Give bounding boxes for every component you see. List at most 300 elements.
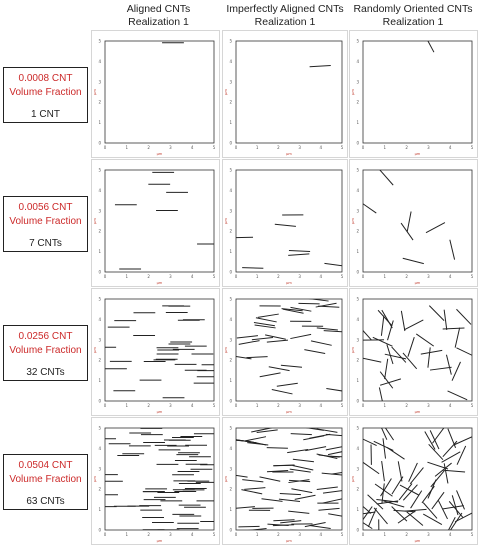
- x-tick-label: 5: [212, 274, 216, 279]
- cnt-segment: [443, 470, 465, 472]
- y-tick-label: 4: [356, 445, 359, 451]
- cnt-count: 32 CNTs: [26, 367, 65, 378]
- cnt-segment: [456, 309, 471, 324]
- cnt-segment: [260, 373, 281, 377]
- cnt-segment: [359, 201, 376, 213]
- cnt-segment: [242, 480, 263, 482]
- plot-frame: [236, 299, 342, 401]
- x-axis-label: μm: [414, 281, 421, 285]
- x-tick-label: 4: [190, 532, 194, 537]
- x-tick-label: 3: [298, 145, 301, 150]
- cnt-plot: [350, 418, 479, 546]
- cnt-segment: [382, 423, 394, 440]
- x-tick-label: 1: [125, 274, 129, 279]
- cnt-segment: [421, 350, 442, 354]
- y-tick-label: 4: [356, 187, 359, 193]
- cnt-segment: [429, 306, 444, 321]
- y-tick-label: 1: [356, 507, 359, 513]
- cnt-segment: [423, 514, 442, 525]
- y-tick-label: 2: [98, 99, 101, 105]
- y-tick-label: 0: [98, 140, 101, 146]
- y-tick-label: 0: [356, 269, 359, 275]
- cnt-segment: [404, 320, 423, 330]
- x-axis-label: μm: [156, 152, 163, 156]
- plot-frame: [105, 41, 214, 143]
- cnt-segment: [432, 426, 444, 443]
- x-tick-label: 3: [169, 274, 172, 279]
- x-tick-label: 4: [448, 274, 452, 279]
- row-label-4: [3, 454, 88, 510]
- y-tick-label: 1: [229, 249, 232, 255]
- cnt-segment: [326, 389, 347, 392]
- x-axis-label: μm: [286, 281, 292, 285]
- x-tick-label: 1: [383, 403, 387, 408]
- cnt-segment: [318, 508, 339, 510]
- cnt-segment: [432, 492, 444, 509]
- y-axis-label: μm: [93, 89, 97, 95]
- y-axis-label: μm: [351, 476, 355, 482]
- plot-frame: [105, 170, 214, 272]
- y-tick-label: 1: [356, 378, 359, 384]
- plot-panel-aligned-row2: [91, 159, 220, 287]
- cnt-segment: [448, 429, 456, 448]
- cnt-segment: [303, 427, 324, 430]
- y-tick-label: 4: [229, 445, 232, 451]
- y-tick-label: 1: [98, 507, 101, 513]
- cnt-segment: [407, 212, 411, 232]
- cnt-plot: [92, 160, 221, 288]
- cnt-segment: [277, 383, 298, 386]
- cnt-segment: [354, 512, 376, 515]
- cnt-segment: [246, 357, 267, 358]
- x-tick-label: 1: [255, 403, 259, 408]
- cnt-segment: [416, 334, 433, 346]
- cnt-segment: [245, 437, 266, 441]
- y-tick-label: 4: [98, 58, 101, 64]
- cnt-segment: [323, 499, 344, 503]
- cnt-group: [359, 169, 455, 263]
- x-tick-label: 2: [405, 145, 408, 150]
- x-tick-label: 4: [190, 274, 194, 279]
- y-tick-label: 1: [98, 378, 101, 384]
- cnt-segment: [409, 463, 418, 482]
- cnt-segment: [290, 334, 311, 338]
- y-tick-label: 5: [229, 425, 232, 431]
- x-tick-label: 4: [319, 274, 323, 279]
- x-tick-label: 2: [147, 274, 150, 279]
- cnt-segment: [242, 268, 263, 269]
- cnt-segment: [291, 434, 312, 435]
- cnt-segment: [380, 379, 401, 385]
- y-tick-label: 3: [98, 466, 101, 472]
- x-tick-label: 0: [234, 145, 238, 150]
- y-tick-label: 2: [229, 228, 232, 234]
- x-tick-label: 4: [448, 145, 452, 150]
- cnt-segment: [258, 314, 279, 317]
- y-tick-label: 2: [356, 486, 359, 492]
- y-tick-label: 0: [356, 140, 359, 146]
- y-tick-label: 5: [356, 38, 359, 44]
- x-tick-label: 5: [340, 145, 344, 150]
- cnt-group: [94, 306, 221, 398]
- x-tick-label: 4: [319, 145, 323, 150]
- cnt-group: [226, 427, 349, 531]
- cnt-plot: [350, 289, 479, 417]
- x-axis-label: μm: [286, 152, 292, 156]
- plot-panel-imperfect-row1: [222, 30, 348, 158]
- y-tick-label: 4: [356, 316, 359, 322]
- cnt-segment: [452, 362, 460, 381]
- x-tick-label: 3: [169, 403, 172, 408]
- y-tick-label: 5: [98, 38, 101, 44]
- y-tick-label: 3: [356, 79, 359, 85]
- cnt-plot: [350, 31, 479, 159]
- cnt-segment: [288, 254, 309, 256]
- cnt-segment: [311, 341, 332, 345]
- cnt-segment: [381, 316, 383, 336]
- cnt-segment: [331, 456, 349, 457]
- cnt-segment: [305, 447, 326, 451]
- volume-fraction-value: 0.0504 CNT: [18, 460, 73, 471]
- cnt-segment: [237, 336, 258, 338]
- x-tick-label: 0: [103, 532, 107, 537]
- cnt-count: 7 CNTs: [29, 238, 62, 249]
- plot-frame: [236, 170, 342, 272]
- cnt-segment: [289, 250, 310, 251]
- plot-frame: [363, 170, 472, 272]
- cnt-group: [424, 34, 434, 52]
- cnt-segment: [430, 367, 452, 370]
- y-tick-label: 3: [98, 208, 101, 214]
- cnt-segment: [234, 507, 255, 509]
- y-tick-label: 1: [356, 249, 359, 255]
- cnt-count: 63 CNTs: [26, 496, 65, 507]
- x-tick-label: 1: [125, 145, 129, 150]
- cnt-segment: [323, 490, 344, 493]
- cnt-segment: [408, 337, 414, 357]
- x-tick-label: 5: [212, 145, 216, 150]
- cnt-group: [115, 172, 219, 269]
- cnt-segment: [239, 341, 260, 345]
- y-tick-label: 4: [98, 445, 101, 451]
- x-tick-label: 3: [298, 274, 301, 279]
- cnt-segment: [424, 34, 434, 52]
- cnt-segment: [356, 324, 371, 343]
- x-tick-label: 2: [405, 403, 408, 408]
- cnt-segment: [357, 436, 376, 445]
- cnt-segment: [267, 524, 288, 525]
- y-tick-label: 5: [229, 296, 232, 302]
- cnt-segment: [385, 359, 388, 379]
- cnt-segment: [380, 372, 393, 389]
- y-tick-label: 3: [229, 337, 232, 343]
- y-tick-label: 2: [229, 486, 232, 492]
- cnt-segment: [265, 335, 286, 339]
- y-tick-label: 2: [98, 486, 101, 492]
- volume-fraction-label: Volume Fraction: [9, 474, 82, 485]
- y-tick-label: 1: [229, 120, 232, 126]
- cnt-segment: [280, 521, 301, 523]
- x-axis-label: μm: [286, 539, 292, 543]
- cnt-segment: [385, 354, 406, 359]
- plot-panel-aligned-row1: [91, 30, 220, 158]
- cnt-segment: [430, 430, 439, 449]
- cnt-segment: [426, 223, 445, 233]
- plot-panel-aligned-row3: [91, 288, 220, 416]
- x-axis-label: μm: [414, 539, 421, 543]
- cnt-group: [231, 298, 348, 394]
- cnt-segment: [448, 391, 468, 400]
- cnt-segment: [287, 449, 308, 452]
- y-tick-label: 2: [356, 228, 359, 234]
- y-axis-label: μm: [93, 218, 97, 224]
- cnt-segment: [428, 347, 430, 367]
- x-tick-label: 4: [190, 145, 194, 150]
- y-tick-label: 4: [229, 187, 232, 193]
- x-tick-label: 2: [277, 403, 280, 408]
- cnt-segment: [295, 495, 316, 499]
- x-tick-label: 2: [147, 145, 150, 150]
- y-tick-label: 3: [98, 337, 101, 343]
- x-tick-label: 3: [298, 403, 301, 408]
- cnt-segment: [368, 495, 383, 509]
- x-tick-label: 2: [277, 145, 280, 150]
- x-tick-label: 5: [212, 403, 216, 408]
- cnt-segment: [288, 511, 309, 513]
- x-tick-label: 2: [277, 532, 280, 537]
- cnt-group: [94, 425, 221, 529]
- x-tick-label: 3: [169, 145, 172, 150]
- x-tick-label: 1: [255, 274, 259, 279]
- row-label-3: [3, 325, 88, 381]
- x-tick-label: 2: [277, 274, 280, 279]
- cnt-segment: [425, 432, 435, 450]
- cnt-plot: [92, 418, 221, 546]
- x-tick-label: 3: [427, 403, 430, 408]
- plot-panel-random-row1: [349, 30, 478, 158]
- y-tick-label: 0: [229, 398, 232, 404]
- cnt-segment: [401, 223, 413, 240]
- y-tick-label: 5: [356, 167, 359, 173]
- x-tick-label: 5: [340, 532, 344, 537]
- y-tick-label: 0: [229, 269, 232, 275]
- y-tick-label: 2: [98, 228, 101, 234]
- column-header-random: [349, 3, 477, 29]
- x-tick-label: 3: [169, 532, 172, 537]
- x-tick-label: 0: [103, 145, 107, 150]
- plot-panel-aligned-row4: [91, 417, 220, 545]
- y-tick-label: 0: [356, 527, 359, 533]
- cnt-segment: [227, 474, 248, 477]
- x-tick-label: 4: [448, 532, 452, 537]
- x-tick-label: 5: [212, 532, 216, 537]
- plot-panel-random-row2: [349, 159, 478, 287]
- cnt-segment: [252, 338, 273, 340]
- plot-panel-imperfect-row4: [222, 417, 348, 545]
- x-tick-label: 3: [427, 274, 430, 279]
- x-tick-label: 5: [470, 145, 474, 150]
- y-tick-label: 5: [98, 167, 101, 173]
- x-tick-label: 2: [147, 532, 150, 537]
- y-tick-label: 3: [356, 208, 359, 214]
- y-tick-label: 0: [98, 398, 101, 404]
- cnt-segment: [256, 318, 277, 322]
- x-tick-label: 5: [470, 403, 474, 408]
- cnt-segment: [443, 328, 465, 329]
- plot-panel-imperfect-row2: [222, 159, 348, 287]
- x-tick-label: 4: [319, 532, 323, 537]
- y-tick-label: 3: [229, 466, 232, 472]
- y-axis-label: μm: [224, 347, 228, 353]
- column-header-imperfect: [222, 3, 348, 29]
- cnt-segment: [392, 347, 406, 362]
- y-axis-label: μm: [224, 89, 228, 95]
- cnt-segment: [267, 340, 288, 342]
- x-tick-label: 3: [427, 532, 430, 537]
- x-tick-label: 1: [125, 532, 129, 537]
- cnt-segment: [317, 487, 338, 489]
- y-axis-label: μm: [93, 476, 97, 482]
- row-label-1: [3, 67, 88, 123]
- x-tick-label: 0: [361, 145, 365, 150]
- cnt-segment: [442, 452, 461, 463]
- cnt-group: [232, 215, 346, 268]
- x-tick-label: 2: [405, 274, 408, 279]
- cnt-segment: [328, 450, 349, 454]
- x-tick-label: 5: [470, 532, 474, 537]
- cnt-segment: [244, 488, 265, 490]
- x-tick-label: 5: [340, 403, 344, 408]
- y-axis-label: μm: [351, 218, 355, 224]
- cnt-segment: [431, 471, 444, 487]
- y-axis-label: μm: [224, 476, 228, 482]
- cnt-segment: [310, 526, 331, 529]
- y-axis-label: μm: [93, 347, 97, 353]
- y-axis-label: μm: [351, 89, 355, 95]
- cnt-segment: [241, 490, 262, 494]
- x-tick-label: 0: [103, 403, 107, 408]
- cnt-plot: [223, 418, 349, 546]
- cnt-segment: [267, 448, 288, 449]
- cnt-segment: [410, 468, 423, 484]
- plot-frame: [363, 299, 472, 401]
- cnt-segment: [310, 65, 331, 66]
- cnt-segment: [381, 478, 392, 496]
- y-tick-label: 0: [356, 398, 359, 404]
- x-tick-label: 1: [125, 403, 129, 408]
- plot-frame: [363, 41, 472, 143]
- cnt-segment: [328, 514, 349, 518]
- cnt-segment: [452, 495, 458, 515]
- x-axis-label: μm: [156, 539, 163, 543]
- cnt-segment: [273, 520, 294, 521]
- plot-panel-imperfect-row3: [222, 288, 348, 416]
- y-tick-label: 3: [356, 466, 359, 472]
- y-tick-label: 5: [356, 425, 359, 431]
- cnt-segment: [326, 446, 347, 450]
- volume-fraction-label: Volume Fraction: [9, 87, 82, 98]
- cnt-plot: [92, 31, 221, 159]
- cnt-segment: [379, 169, 393, 185]
- cnt-group: [354, 421, 474, 540]
- y-tick-label: 4: [98, 187, 101, 193]
- cnt-segment: [332, 471, 349, 474]
- volume-fraction-value: 0.0056 CNT: [18, 202, 73, 213]
- cnt-segment: [326, 434, 347, 436]
- x-tick-label: 5: [470, 274, 474, 279]
- volume-fraction-label: Volume Fraction: [9, 345, 82, 356]
- y-tick-label: 4: [98, 316, 101, 322]
- plot-frame: [236, 41, 342, 143]
- cnt-segment: [293, 459, 314, 461]
- y-tick-label: 0: [98, 269, 101, 275]
- x-tick-label: 1: [255, 532, 259, 537]
- cnt-plot: [223, 160, 349, 288]
- x-axis-label: μm: [156, 410, 163, 414]
- x-tick-label: 0: [361, 274, 365, 279]
- x-tick-label: 0: [234, 532, 238, 537]
- cnt-segment: [456, 348, 475, 357]
- cnt-group: [310, 65, 331, 66]
- cnt-segment: [429, 444, 443, 459]
- y-tick-label: 4: [229, 316, 232, 322]
- y-tick-label: 5: [98, 296, 101, 302]
- cnt-segment: [446, 355, 451, 375]
- plot-panel-random-row4: [349, 417, 478, 545]
- y-tick-label: 2: [229, 357, 232, 363]
- column-subtitle: Realization 1: [128, 16, 189, 28]
- x-axis-label: μm: [414, 152, 421, 156]
- cnt-segment: [304, 350, 325, 354]
- cnt-segment: [269, 367, 290, 371]
- cnt-segment: [281, 365, 302, 367]
- x-tick-label: 4: [319, 403, 323, 408]
- cnt-plot: [92, 289, 221, 417]
- x-tick-label: 1: [383, 274, 387, 279]
- cnt-count: 1 CNT: [31, 109, 60, 120]
- cnt-segment: [291, 489, 312, 493]
- x-tick-label: 1: [383, 532, 387, 537]
- column-title: Aligned CNTs: [126, 3, 191, 15]
- column-subtitle: Realization 1: [254, 16, 316, 28]
- cnt-segment: [383, 438, 386, 458]
- cnt-segment: [280, 493, 301, 494]
- column-title: Randomly Oriented CNTs: [353, 3, 473, 15]
- y-tick-label: 1: [356, 120, 359, 126]
- cnt-segment: [275, 224, 296, 226]
- volume-fraction-value: 0.0256 CNT: [18, 331, 73, 342]
- x-axis-label: μm: [156, 281, 163, 285]
- cnt-segment: [362, 461, 379, 473]
- column-title: Imperfectly Aligned CNTs: [226, 3, 344, 15]
- cnt-segment: [378, 421, 386, 440]
- cnt-segment: [407, 512, 423, 526]
- cnt-plot: [223, 31, 349, 159]
- cnt-plot: [223, 289, 349, 417]
- y-tick-label: 3: [229, 79, 232, 85]
- x-tick-label: 1: [255, 145, 259, 150]
- x-tick-label: 4: [448, 403, 452, 408]
- x-tick-label: 0: [361, 403, 365, 408]
- y-tick-label: 0: [229, 527, 232, 533]
- y-tick-label: 5: [229, 167, 232, 173]
- y-tick-label: 0: [98, 527, 101, 533]
- column-subtitle: Realization 1: [382, 16, 444, 28]
- volume-fraction-value: 0.0008 CNT: [18, 73, 73, 84]
- cnt-segment: [438, 500, 447, 519]
- cnt-plot: [350, 160, 479, 288]
- cnt-segment: [401, 311, 405, 331]
